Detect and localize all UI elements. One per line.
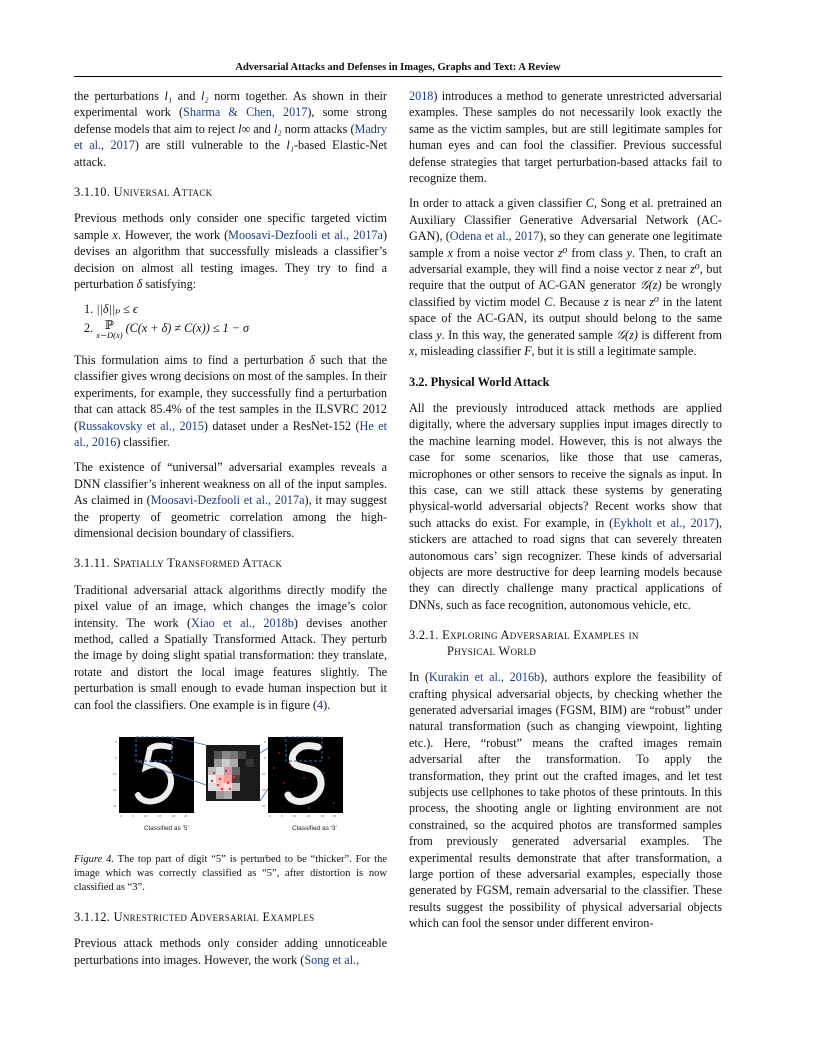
subsection-heading: 3.2. Physical World Attack [409,374,550,389]
svg-text:0: 0 [269,814,271,818]
paragraph: the perturbations l₁ and l₂ norm together. As shown in their experimental work (Sharma & Chen, 2017), some strong defense models that aim to reject l∞ and l₂ norm attacks (Madry et al., 2017) are still vulnerable to the l₁-based Elastic-Net attack. [74,89,388,169]
svg-text:5: 5 [264,756,266,760]
section-heading: 3.1.10. Universal Attack [74,185,213,200]
section-heading: 3.1.12. Unrestricted Adversarial Examples [74,910,315,924]
citation-link[interactable]: Madry et al., 2017 [74,121,388,153]
svg-text:15: 15 [113,788,117,792]
svg-text:10: 10 [262,772,266,776]
section-heading: 3.1.11. Spatially Transformed Attack [74,556,283,571]
paragraph: Previous attack methods only consider adding unnoticeable perturbations into images. However, the work (Song et al., [74,936,387,967]
citation-link[interactable]: Moosavi-Dezfooli et al., 2017a [150,493,305,508]
svg-text:5: 5 [115,756,117,760]
citation-link[interactable]: Odena et al., 2017 [449,229,540,244]
running-title: Adversarial Attacks and Defenses in Images, Graphs and Text: A Review [235,62,561,73]
paragraph: 2018) introduces a method to generate unrestricted adversarial examples. These samples do not necessarily look exactly the same as the victim samples, but are still legitimate samples for human eyes and can fool the classifier. Previous successful defense strategies that target perturbation-based attacks fail to recognize them. [409,89,722,186]
figure-4 [74,723,387,835]
svg-text:25: 25 [333,814,337,818]
citation-link[interactable]: Xiao et al., 2018b [191,615,294,630]
svg-text:15: 15 [158,814,162,818]
list-item: 1. ||δ||ₚ ≤ ϵ [84,302,138,317]
svg-text:20: 20 [113,804,117,808]
citation-link[interactable]: Kurakin et al., 2016b [428,670,541,685]
paragraph: Previous methods only consider one specific targeted victim sample x. However, the work (Moosavi-Dezfooli et al., 2017a) devises an algorithm that successfully misleads a classifier’s decision on almost all testing images. They try to find a perturbation δ satisfying: [74,211,387,292]
svg-text:15: 15 [262,788,266,792]
citation-link[interactable]: Song et al., [304,952,360,967]
svg-text:0: 0 [115,740,117,744]
svg-text:20: 20 [172,814,176,818]
paragraph: This formulation aims to find a perturbation δ such that the classifier gives wrong decisions on most of the samples. In their experiments, for example, they successfully find a perturbation that can attack 85.4% of the test samples in the ILSVRC 2012 (Russakovsky et al., 2015) dataset under a ResNet-152 (He et al., 2016) classifier. [74,352,388,449]
figure-caption: Figure 4. The top part of digit “5” is perturbed to be “thicker”. For the image which was correctly classified as “5”, after distortion is now classified as “3”. [74,854,387,893]
citation-link[interactable]: Russakovsky et al., 2015 [78,418,204,433]
citation-link[interactable]: Sharma & Chen, 2017 [183,105,308,120]
citation-link[interactable]: 2018 [409,89,434,103]
paragraph: All the previously introduced attack methods are applied digitally, where the adversary supplies input images directly to the machine learning model. However, this is not always the case for some scenarios, like those that use cameras, microphones or other sensors to receive the signals as input. In this case, can we still attack these systems by generating physical-world adversarial objects? Recent works show that such attacks do exist. For example, in (Eykholt et al., 2017), stickers are attached to road signs that can severely threaten autonomous cars’ sign recognizer. These kinds of adversarial objects are more destructive for deep learning models because they can directly challenge many practical applications of DNNs, such as face recognition, autonomous vehicle, etc. [409,400,722,612]
svg-text:15: 15 [307,814,311,818]
left-column [74,88,387,977]
svg-text:10: 10 [144,814,148,818]
figure-4-graphic [74,723,387,835]
list-item: 2. ℙ x∼D(x) (C(x + δ) ≠ C(x)) ≤ 1 − σ [84,317,250,340]
right-column [409,88,722,941]
paragraph: Traditional adversarial attack algorithms directly modify the pixel value of an image, which changes the image’s color intensity. The work (Xiao et al., 2018b) devises another method, called a Spatially Transformed Attack. They perturb the image by doing slight spatial transformation: they translate, rotate and distort the local image features slightly. The perturbation is small enough to evade human inspection but it can fool the classifiers. One example is in figure (4). [74,582,387,712]
section-heading: 3.2.1. Exploring Adversarial Examples in Physical World [409,628,639,659]
svg-text:0: 0 [120,814,122,818]
svg-text:0: 0 [264,740,266,744]
condition-list [74,301,387,339]
svg-text:5: 5 [281,814,283,818]
perturbed-digit-panel [262,737,343,818]
svg-text:25: 25 [184,814,188,818]
zoomed-patch [206,745,260,801]
figure-reference-link[interactable]: 4 [317,697,324,712]
svg-text:10: 10 [293,814,297,818]
svg-text:20: 20 [321,814,325,818]
citation-link[interactable]: He et al., 2016 [74,418,388,449]
right-panel-label: Classified as '3' [292,825,337,832]
svg-text:5: 5 [132,814,134,818]
svg-text:10: 10 [113,772,117,776]
left-panel-label: Classified as '5' [144,825,189,832]
original-digit-panel [113,737,194,818]
citation-link[interactable]: Moosavi-Dezfooli et al., 2017a [228,227,383,242]
paragraph: The existence of “universal” adversarial examples reveals a DNN classifier’s inherent weakness on all of the input samples. As claimed in (Moosavi-Dezfooli et al., 2017a), it may suggest the property of geometric correlation among the high-dimensional decision boundary of classifiers. [74,460,387,540]
citation-link[interactable]: Eykholt et al., 2017 [613,515,715,530]
svg-text:20: 20 [262,804,266,808]
paragraph: In (Kurakin et al., 2016b), authors explore the feasibility of crafting physical adversarial objects, by checking whether the generated adversarial images (FGSM, BIM) are “robust” under natural transformation (such as changing viewpoint, lighting etc.). Here, “robust” means the crafted images remain adversarial after the transformation. To apply the transformation, they print out the crafted images, and let test subjects use cellphones to take photos of these printouts. In this process, the shooting angle or lighting environment are not constrained, so the acquired photos are transformed samples from previously generated adversarial examples. The experimental results demonstrate that after transformation, a large portion of these adversarial examples, especially those generated by FGSM, remain adversarial to the classifier. These results suggest the possibility of physical adversarial objects which can fool the sensor under different environ- [409,670,722,931]
paragraph: In order to attack a given classifier C, Song et al. pretrained an Auxiliary Classifier Generative Adversarial Network (AC-GAN), (Odena et al., 2017), so they can generate one legitimate sample x from a noise vector z⁰ from class y. Then, to craft an adversarial example, they will find a noise vector z near z⁰, but require that the output of AC-GAN generator 𝒢(z) be wrongly classified by victim model C. Because z is near z⁰ in the latent space of the AC-GAN, its output should belong to the same class y. In this way, the generated sample 𝒢(z) is different from x, misleading classifier F, but it is still a legitimate sample. [409,196,722,359]
header-rule [74,76,722,77]
